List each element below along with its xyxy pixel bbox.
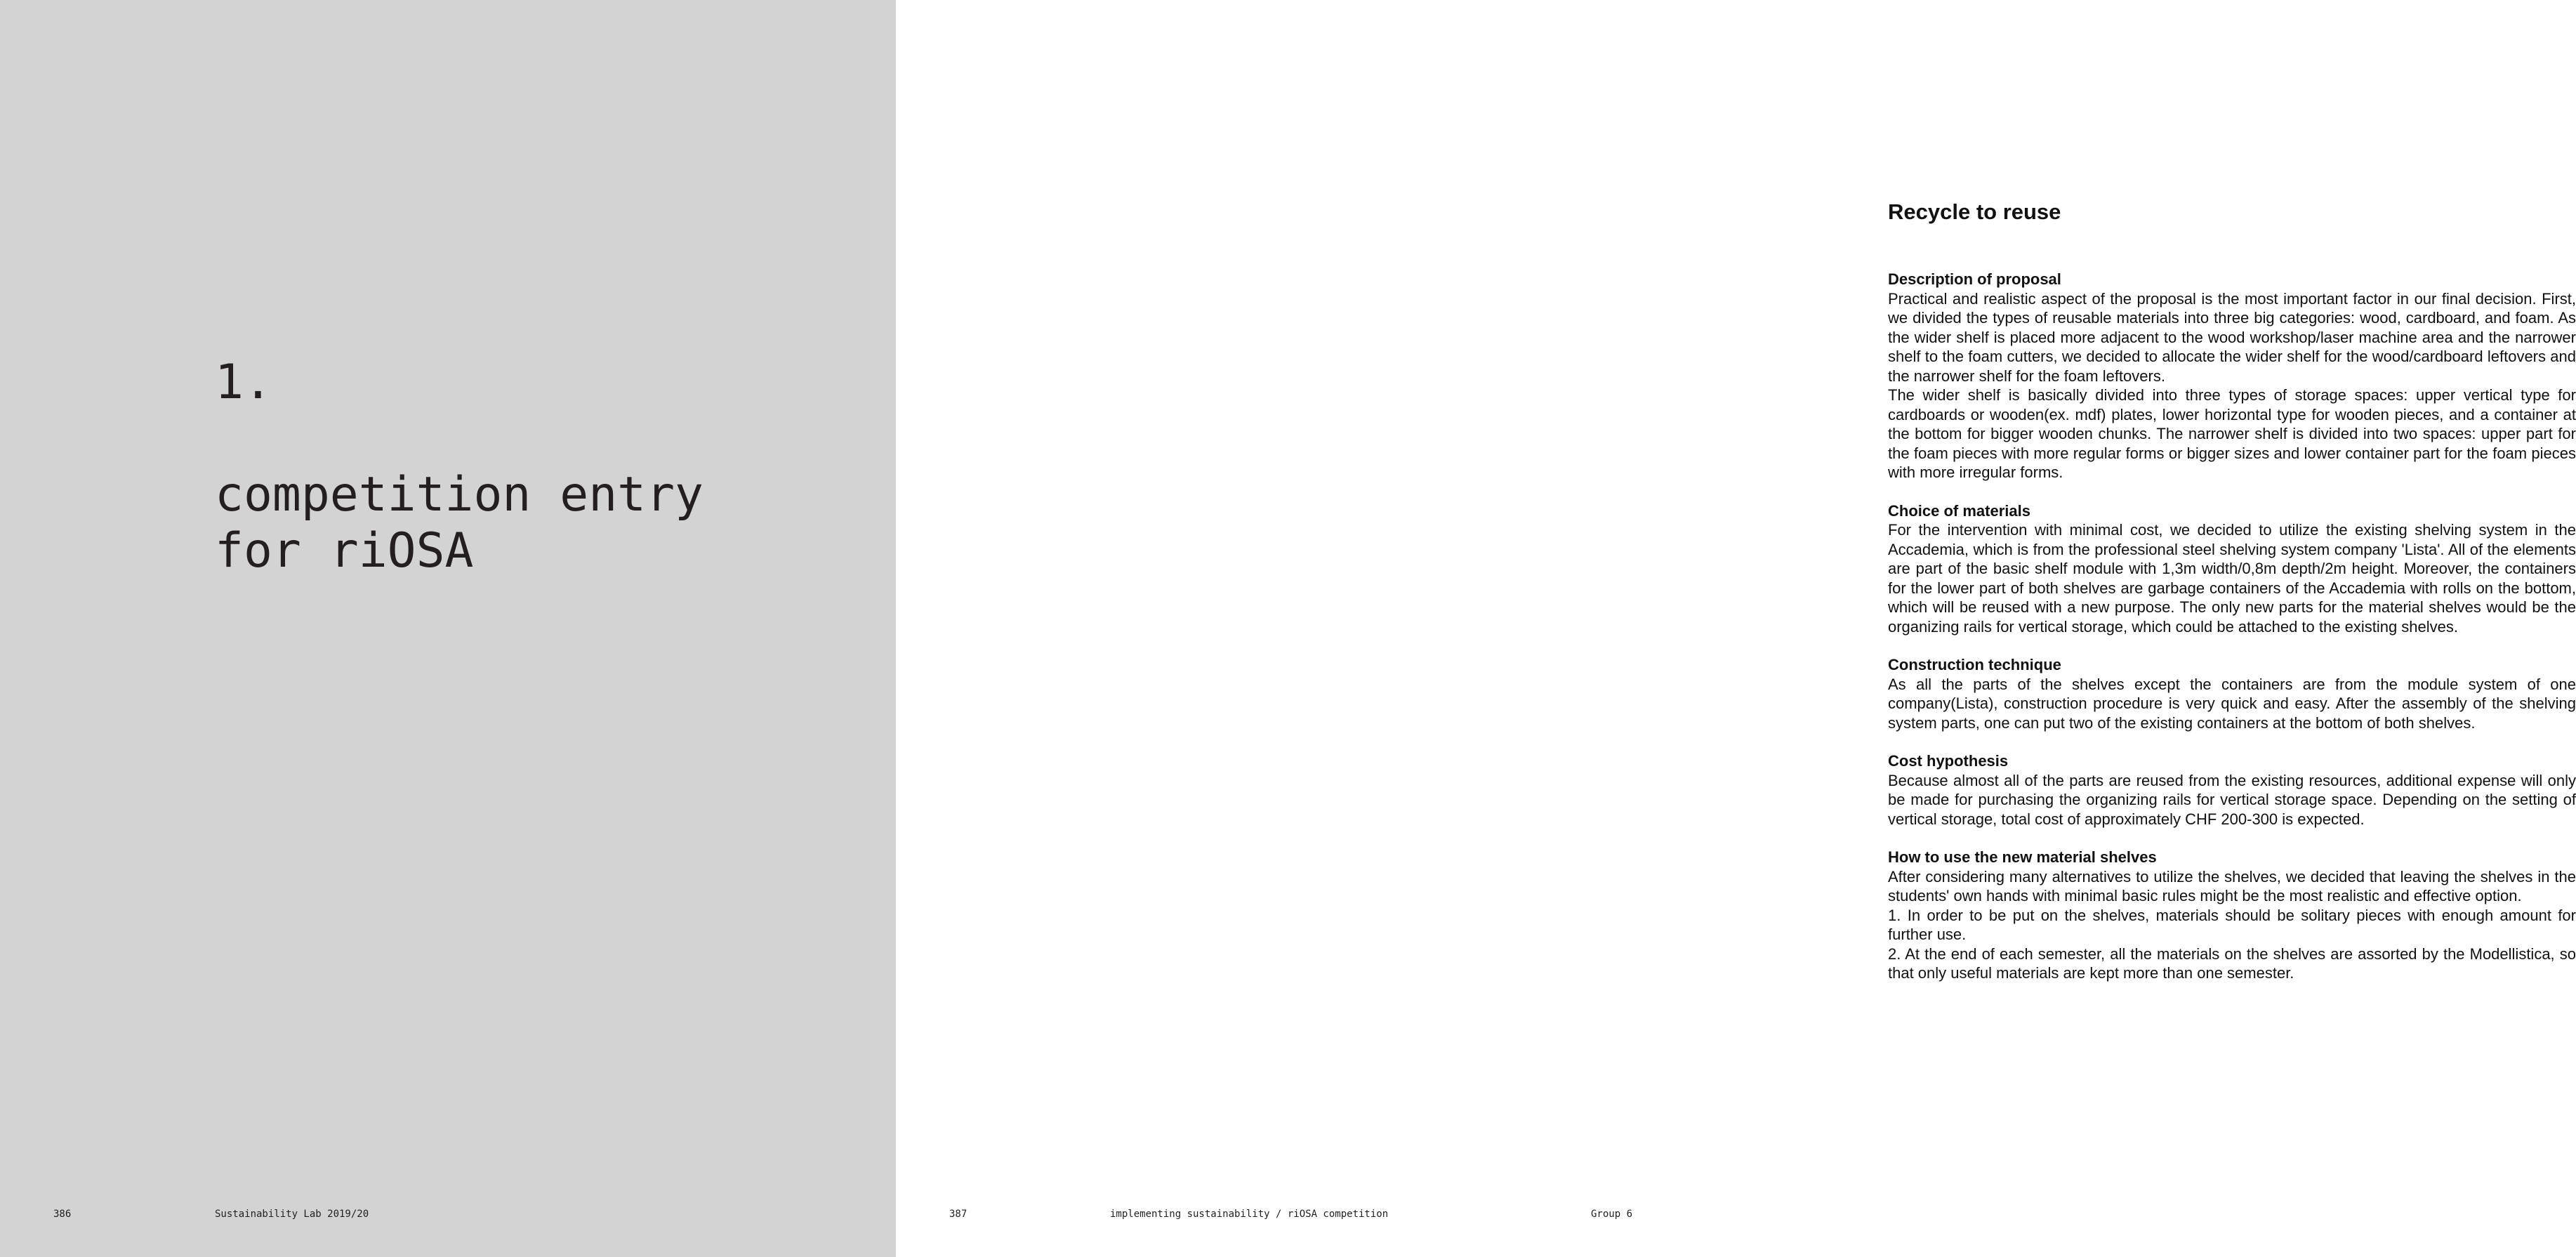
section-paragraph: As all the parts of the shelves except the containers are from the module system of one company(Lista), construction procedure is very quick and easy. After the assembly of the shelving system parts, one can put two of the existing containers at the bottom of both shelves. (1888, 675, 2576, 732)
section-paragraph: The wider shelf is basically divided into three types of storage spaces: upper vertical type for cardboards or wooden(ex. mdf) plates, lower horizontal type for wooden pieces, and a container at the bottom for bigger wooden chunks. The narrower shelf is divided into two spaces: upper part for the foam pieces with more regular forms or bigger sizes and lower container part for the foam pieces with more irregular forms. (1888, 386, 2576, 481)
section-heading: How to use the new material shelves (1888, 848, 2157, 866)
article-sections (1888, 270, 2576, 983)
chapter-title (215, 467, 777, 579)
rule-item: 2. At the end of each semester, all the materials on the shelves are assorted by the Modellistica, so that only useful materials are kept more than one semester. (1888, 945, 2576, 982)
right-footer-running-title: implementing sustainability / riOSA competition (1110, 1209, 1389, 1220)
section-description (1888, 270, 2576, 482)
section-heading: Description of proposal (1888, 270, 2061, 288)
left-footer-publication: Sustainability Lab 2019/20 (215, 1209, 369, 1220)
right-page (896, 0, 2576, 1257)
section-cost-hypothesis (1888, 751, 2576, 829)
section-paragraph: Because almost all of the parts are reused from the existing resources, additional expense will only be made for purchasing the organizing rails for vertical storage space. Depending on the setting of vertical storage, total cost of approximately CHF 200-300 is expected. (1888, 771, 2576, 828)
left-page (0, 0, 896, 1257)
article (1888, 198, 2576, 1002)
section-paragraph: Practical and realistic aspect of the proposal is the most important factor in our final decision. First, we divided the types of reusable materials into three big categories: wood, cardboard, and foam. As the wider shelf is placed more adjacent to the wood workshop/laser machine area and the narrower shelf to the foam cutters, we decided to allocate the wider shelf for the wood/cardboard leftovers and the narrower shelf for the foam leftovers. (1888, 289, 2576, 385)
section-how-to-use (1888, 848, 2576, 983)
section-paragraph: After considering many alternatives to utilize the shelves, we decided that leaving the shelves in the students' own hands with minimal basic rules might be the most realistic and effective option. (1888, 867, 2576, 904)
right-footer-group: Group 6 (1591, 1209, 1633, 1220)
left-page-number: 386 (53, 1209, 72, 1220)
chapter-title-line-2: for riOSA (215, 523, 474, 579)
right-page-number: 387 (949, 1209, 967, 1220)
section-heading: Cost hypothesis (1888, 752, 2009, 770)
article-title: Recycle to reuse (1888, 199, 2061, 224)
section-paragraph: For the intervention with minimal cost, we decided to utilize the existing shelving system in the Accademia, which is from the professional steel shelving system company 'Lista'. All of the elements are part of the basic shelf module with 1,3m width/0,8m depth/2m height. Moreover, the containers for the lower part of both shelves are garbage containers of the Accademia with rolls on the bottom, which will be reused with a new purpose. The only new parts for the material shelves would be the organizing rails for vertical storage, which could be attached to the existing shelves. (1888, 521, 2576, 636)
section-heading: Choice of materials (1888, 501, 2030, 520)
section-construction-technique (1888, 655, 2576, 732)
chapter-number: 1. (215, 355, 272, 410)
chapter-title-line-1: competition entry (215, 467, 704, 522)
section-heading: Construction technique (1888, 656, 2061, 673)
rule-item: 1. In order to be put on the shelves, materials should be solitary pieces with enough amount for further use. (1888, 906, 2576, 943)
section-choice-of-materials (1888, 501, 2576, 637)
